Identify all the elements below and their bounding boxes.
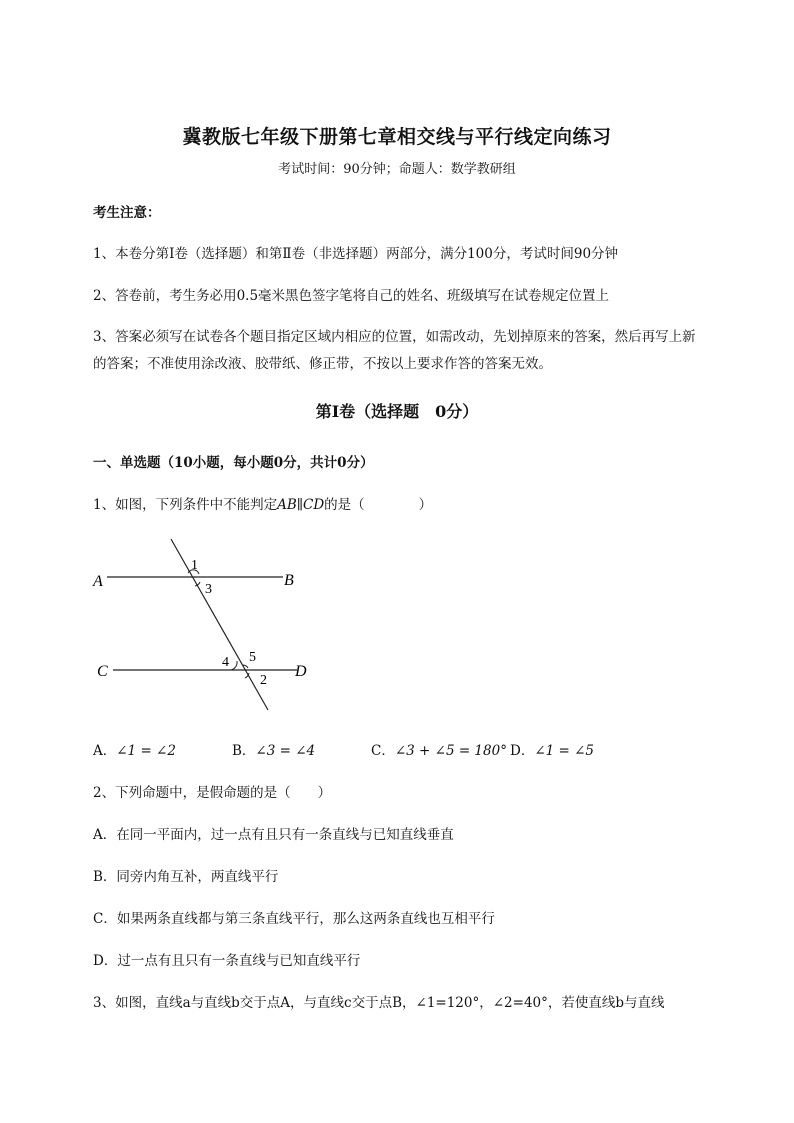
question-1-stem-prefix: 1、如图，下列条件中不能判定 — [93, 497, 278, 513]
question-1-stem — [93, 493, 432, 513]
notice-heading: 考生注意： — [93, 205, 161, 221]
label-d: D — [295, 663, 307, 680]
question-3-stem: 3、如图，直线a与直线b交于点A，与直线c交于点B，∠1=120°，∠2=40°，若使直线b与直线 — [93, 995, 665, 1011]
question-1-stem-math: AB∥CD — [277, 497, 325, 513]
question-1-option-c — [371, 739, 507, 759]
option-a-math: ∠1 = ∠2 — [116, 743, 176, 759]
option-b-prefix: B． — [232, 743, 256, 759]
question-2-option-d: D．过一点有且只有一条直线与已知直线平行 — [93, 953, 361, 969]
option-d-prefix: D． — [510, 743, 535, 759]
part-heading: 一、单选题（10小题，每小题0分，共计0分） — [93, 455, 374, 471]
question-1-option-a — [93, 739, 176, 759]
angle-label-3: 3 — [205, 582, 212, 597]
page-title: 冀教版七年级下册第七章相交线与平行线定向练习 — [182, 126, 612, 148]
transversal-line — [171, 539, 268, 710]
label-b: B — [284, 572, 294, 589]
notice-item-3-line-2: 的答案；不准使用涂改液、胶带纸、修正带，不按以上要求作答的答案无效。 — [93, 356, 552, 372]
question-1-option-b — [232, 739, 315, 759]
notice-item-3-line-1: 3、答案必须写在试卷各个题目指定区域内相应的位置，如需改动，先划掉原来的答案，然后再写上新 — [93, 329, 696, 345]
question-1-option-d — [510, 739, 594, 759]
question-2-option-c: C．如果两条直线都与第三条直线平行，那么这两条直线也互相平行 — [93, 911, 495, 927]
section-title: 第Ⅰ卷（选择题 0分） — [315, 402, 479, 421]
angle-label-4: 4 — [222, 655, 229, 670]
notice-item-2: 2、答卷前，考生务必用0.5毫米黑色签字笔将自己的姓名、班级填写在试卷规定位置上 — [93, 288, 610, 304]
angle-4-arc — [231, 661, 237, 670]
angle-label-2: 2 — [260, 673, 267, 688]
question-2-option-a: A．在同一平面内，过一点有且只有一条直线与已知直线垂直 — [93, 827, 454, 843]
notice-item-1: 1、本卷分第Ⅰ卷（选择题）和第Ⅱ卷（非选择题）两部分，满分100分，考试时间90分钟 — [93, 246, 619, 262]
option-c-prefix: C． — [371, 743, 395, 759]
exam-info: 考试时间：90分钟；命题人：数学教研组 — [278, 162, 516, 177]
option-d-math: ∠1 = ∠5 — [534, 743, 595, 759]
option-b-math: ∠3 = ∠4 — [255, 743, 316, 759]
question-1-figure — [85, 530, 325, 715]
question-2-option-b: B．同旁内角互补，两直线平行 — [93, 869, 279, 885]
option-a-prefix: A． — [93, 743, 117, 759]
question-2-stem: 2、下列命题中，是假命题的是（ ） — [93, 785, 332, 801]
option-c-math: ∠3 + ∠5 = 180° — [394, 743, 507, 759]
angle-label-1: 1 — [191, 558, 198, 573]
label-c: C — [97, 663, 108, 680]
question-1-stem-suffix: 的是（ ） — [324, 497, 433, 513]
label-a: A — [93, 573, 103, 590]
angle-label-5: 5 — [249, 650, 256, 665]
